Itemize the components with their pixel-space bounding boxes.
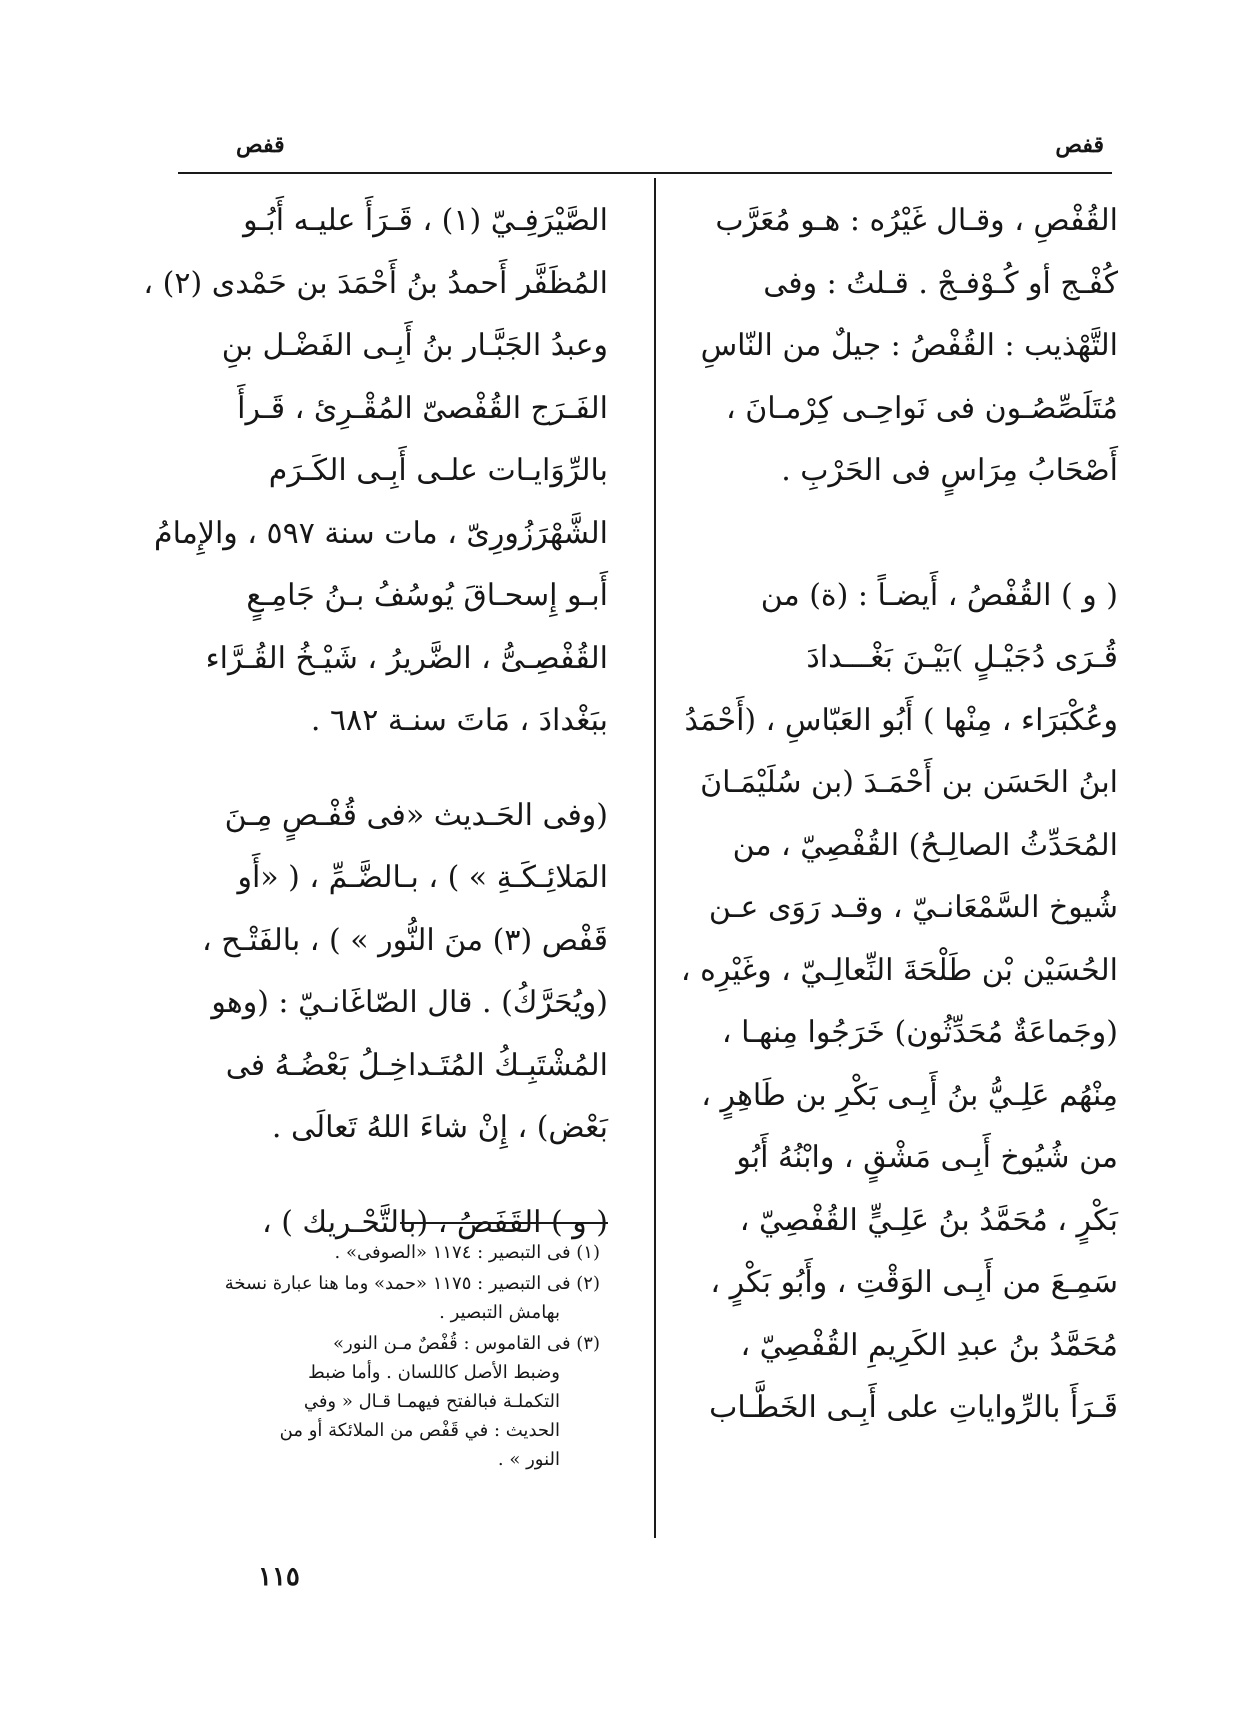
paragraph-gap — [178, 753, 608, 785]
paragraph-gap — [178, 1160, 608, 1192]
text-line: قُـرَى دُجَيْـلٍ )بَيْـنَ بَغْـــدادَ — [806, 640, 1118, 675]
footnote-rule — [400, 1222, 608, 1224]
footnote-1 — [180, 1238, 600, 1267]
text-line: بَكْرٍ ، مُحَمَّدُ بنُ عَلِـيٍّ القُفْصِيّ ، — [739, 1202, 1118, 1238]
footnote-line: (٢) فى التبصير : ١١٧٥ «حمد» وما هنا عبارة نسخة — [224, 1273, 600, 1294]
text-line: التَّهْذيب : القُفْصُ : جيلٌ من النّاسِ — [700, 328, 1118, 363]
text-line: ببَغْدادَ ، مَاتَ سنـة ٦٨٢ . — [310, 703, 608, 738]
text-line: مُحَمَّدُ بنُ عبدِ الكَرِيمِ القُفْصِيّ ، — [740, 1327, 1118, 1363]
right-column — [680, 190, 1118, 1440]
text-line: ( و ) القَفَصُ ، (بالتَّحْـريك ) ، — [261, 1204, 608, 1240]
text-line: من شُيُوخ أَبِـى مَشْقٍ ، وابْنُهُ أَبُو — [736, 1140, 1118, 1175]
footnote-line: بهامش التبصير . — [439, 1302, 560, 1323]
text-line: أَبـو إِسحـاقَ يُوسُفُ بـنُ جَامِـعٍ — [246, 578, 608, 613]
footnote-line: (٣) فى القاموس : قُفْصٌ مـن النور» — [332, 1333, 600, 1354]
footnotes — [180, 1238, 600, 1476]
left-column — [143, 190, 608, 1254]
text-line: (وجَماعَةٌ مُحَدِّثُون) خَرَجُوا مِنهـا ، — [721, 1015, 1118, 1050]
text-line: قَفْص (٣) منَ النُّور » ) ، بالفَتْـح ، — [202, 922, 608, 958]
text-line: ابنُ الحَسَن بن أَحْمَـدَ (بن سُلَيْمَـانَ — [700, 765, 1118, 800]
text-line: قَـرَأَ بالرِّواياتِ على أَبِـى الخَطَّـاب — [709, 1390, 1118, 1425]
header-rule — [178, 172, 1112, 174]
text-line: بالرِّوَايـات علـى أَبِـى الكَـرَم — [268, 453, 608, 488]
footnote-line: وضبط الأصل كاللسان . وأما ضبط — [308, 1362, 560, 1383]
text-line: الصَّيْرَفِـيّ (١) ، قَـرَأَ عليـه أَبُـو — [243, 203, 608, 238]
text-line: بَعْض) ، إِنْ شاءَ اللهُ تَعالَى . — [271, 1110, 608, 1145]
footnote-3 — [180, 1329, 600, 1474]
text-line: المُحَدِّثُ الصالِـحُ) القُفْصِيّ ، من — [732, 827, 1118, 863]
paragraph-gap — [690, 503, 1118, 565]
text-line: الفَـرَج القُفْصىّ المُقْـرِئ ، قَـرأَ — [237, 390, 608, 426]
text-line: شُيوخ السَّمْعَانـيّ ، وقـد رَوَى عـن — [708, 890, 1118, 925]
page-number: ١١٥ — [258, 1562, 300, 1592]
text-line: الحُسَيْن بْن طَلْحَةَ النِّعالِـيّ ، وغَيْرِه ، — [680, 952, 1118, 988]
text-line: القُفْصِـىُّ ، الضَّريرُ ، شَيْـخُ القُـرَّاء — [205, 640, 608, 676]
footnote-line: التكملـة فبالفتح فيهمـا قـال « وفي — [303, 1391, 560, 1412]
text-line: وعبدُ الجَبَّـار بنُ أَبِـى الفَضْـل بنِ — [221, 328, 608, 363]
text-line: (ويُحَرَّكُ) . قال الصّاغَانـيّ : (وهو — [211, 985, 608, 1020]
text-line: الشَّهْرَزُورِىّ ، مات سنة ٥٩٧ ، والإِمامُ — [154, 515, 608, 551]
text-line: كُفْـج أو كُـوْفـجْ . قـلتُ : وفى — [763, 265, 1118, 301]
running-head-left: قفص — [236, 132, 285, 158]
footnote-2 — [180, 1269, 600, 1327]
footnote-line: النور » . — [497, 1449, 560, 1470]
text-line: القُفْصِ ، وقـال غَيْرُه : هـو مُعَرَّب — [715, 203, 1118, 238]
text-line: المُشْتَبِـكُ المُتَـداخِـلُ بَعْضُـهُ فى — [225, 1047, 608, 1083]
footnote-line: (١) فى التبصير : ١١٧٤ «الصوفى» . — [334, 1242, 600, 1263]
text-line: أَصْحَابُ مِرَاسٍ فى الحَرْبِ . — [781, 453, 1118, 488]
text-line: مُتَلَصِّصُـون فى نَواحِـى كِرْمـانَ ، — [726, 390, 1118, 426]
text-line: المُظَفَّر أَحمدُ بنُ أَحْمَدَ بن حَمْدى (٢) ، — [143, 265, 608, 301]
text-line: وعُكْبَرَاء ، مِنْها ) أَبُو العَبّاسِ ، (أَحْمَدُ — [684, 702, 1118, 738]
text-line: سَمِـعَ من أَبِـى الوَقْتِ ، وأَبُو بَكْرٍ ، — [710, 1265, 1118, 1300]
running-head-right: قفص — [1055, 132, 1104, 158]
text-line: المَلائِـكَـةِ » ) ، بـالضَّـمِّ ، ( «أَو — [237, 860, 608, 895]
column-divider — [654, 178, 656, 1538]
footnote-line: الحديث : في قَفْص من الملائكة أو من — [279, 1420, 560, 1441]
text-line: (وفى الحَـديث «فى قُفْـصٍ مِـنَ — [224, 797, 608, 833]
text-line: مِنْهُم عَلِـيُّ بنُ أَبِـى بَكْرِ بن طَاهِرٍ ، — [701, 1077, 1118, 1113]
text-line: ( و ) القُفْصُ ، أَيضـاً : (ة) من — [760, 577, 1118, 613]
